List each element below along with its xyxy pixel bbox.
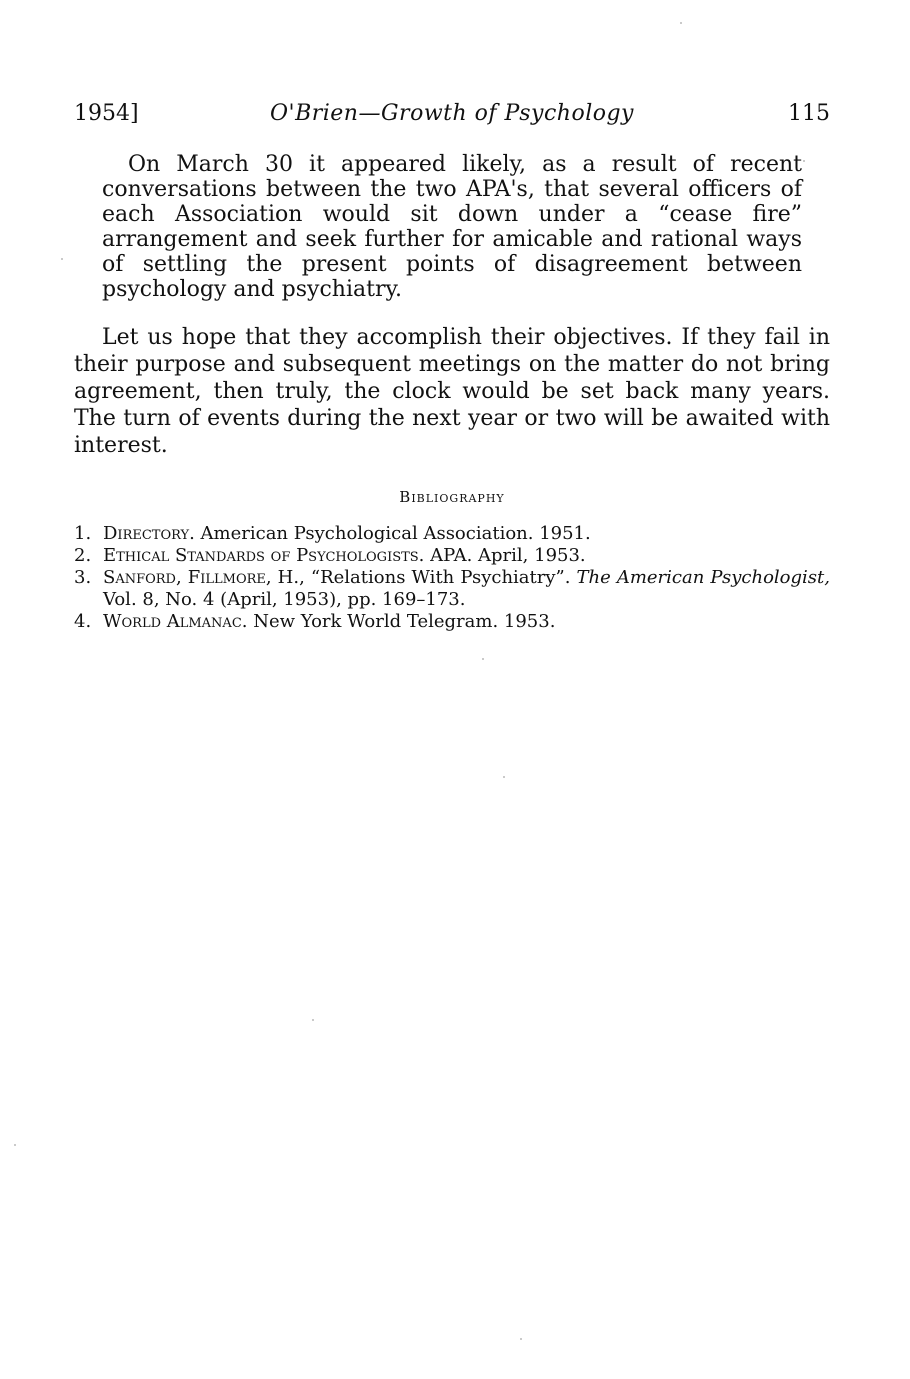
entry-text: New York World Telegram. 1953. xyxy=(247,611,556,632)
running-head xyxy=(74,98,830,130)
bibliography-entry xyxy=(74,611,830,633)
scan-speck xyxy=(312,1019,314,1021)
scan-speck xyxy=(520,1338,522,1340)
block-quote: On March 30 it appeared likely, as a result of recent conversations between the two APA's, that several officers of each Association would sit down under a “cease fire” arrangement and seek further for amicable and rational ways of settling the present points of disagreement between psychology and psychiatry. xyxy=(102,152,802,302)
entry-number: 4. xyxy=(74,611,92,632)
entry-number: 1. xyxy=(74,523,92,544)
entry-author: Sanford, Fillmore, H., xyxy=(103,567,305,588)
scan-speck xyxy=(680,22,682,24)
entry-number: 3. xyxy=(74,567,92,588)
entry-journal: The American Psychologist, xyxy=(576,567,830,588)
bibliography-entry xyxy=(74,567,830,611)
bibliography-heading: Bibliography xyxy=(399,488,505,506)
running-head-year: 1954] xyxy=(74,101,139,126)
scan-speck xyxy=(503,776,505,778)
scan-speck xyxy=(14,1144,16,1146)
scan-speck xyxy=(803,160,805,162)
document-page xyxy=(74,98,830,633)
scan-speck xyxy=(61,258,63,260)
page-number: 115 xyxy=(788,101,830,126)
entry-author: World Almanac. xyxy=(103,611,248,632)
body-paragraph: Let us hope that they accomplish their objectives. If they fail in their purpose and subsequent meetings on the matter do not bring agreement, then truly, the clock would be set back many years. The turn of events during the next year or two will be awaited with interest. xyxy=(74,325,830,458)
bibliography-entry xyxy=(74,545,830,567)
entry-author: Directory. xyxy=(103,523,195,544)
entry-text: American Psychological Association. 1951. xyxy=(194,523,591,544)
running-head-title: O'Brien—Growth of Psychology xyxy=(269,101,634,126)
entry-text: APA. April, 1953. xyxy=(424,545,586,566)
entry-details: Vol. 8, No. 4 (April, 1953), pp. 169–173. xyxy=(103,589,466,610)
entry-text: “Relations With Psychiatry”. xyxy=(304,567,577,588)
bibliography-list xyxy=(74,523,830,633)
scan-speck xyxy=(482,658,484,660)
entry-author: Ethical Standards of Psychologists. xyxy=(103,545,425,566)
entry-number: 2. xyxy=(74,545,92,566)
bibliography-entry xyxy=(74,523,830,545)
